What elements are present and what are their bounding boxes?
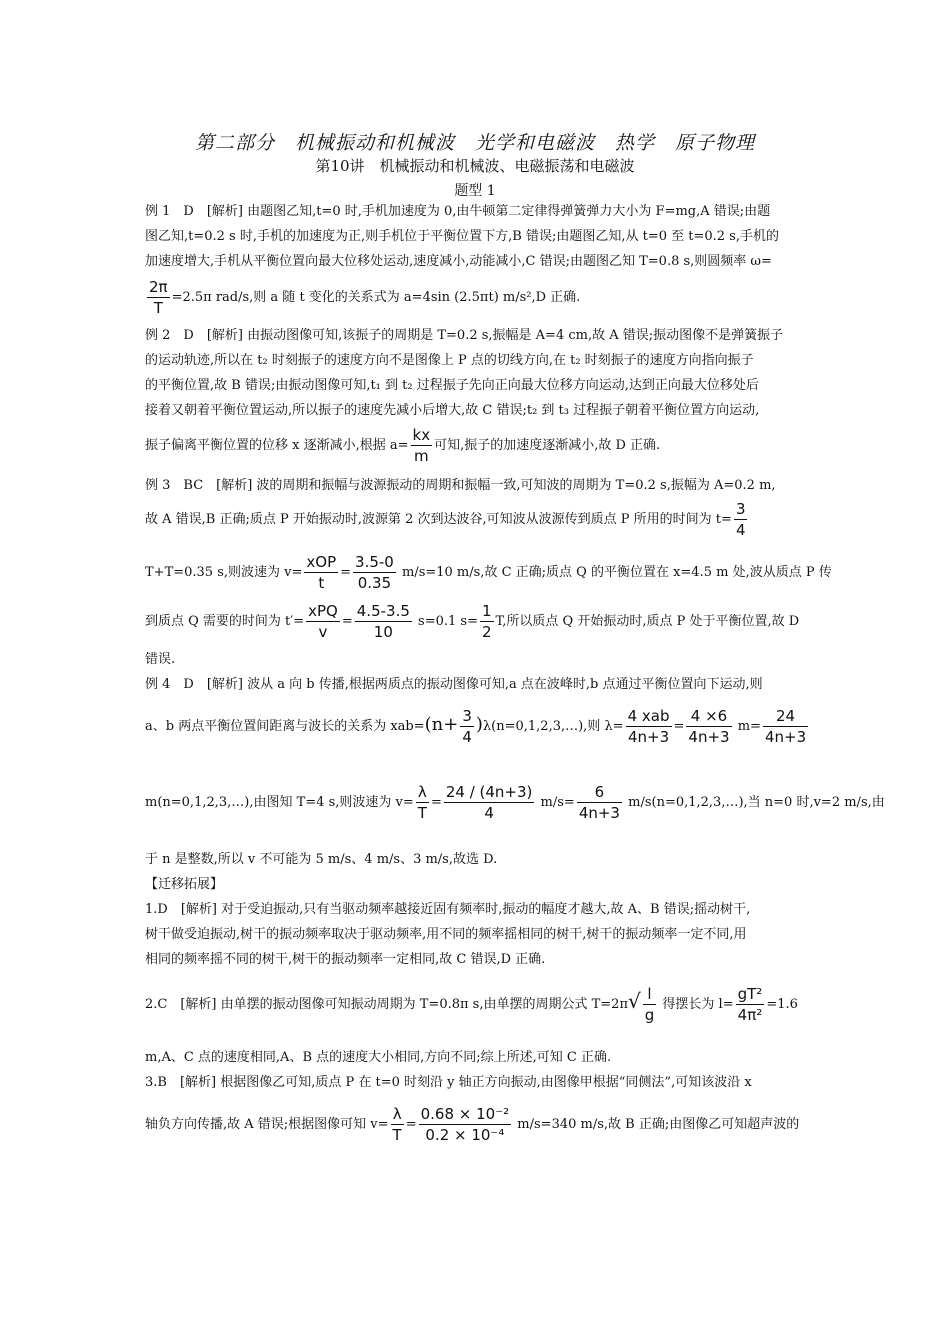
text-line: 图乙知,t=0.2 s 时,手机的加速度为正,则手机位于平衡位置下方,B 错误;由题图乙知,从 t=0 至 t=0.2 s,手机的	[145, 229, 779, 244]
text-line: 加速度增大,手机从平衡位置向最大位移处运动,速度减小,动能减小,C 错误;由题图乙知 T=0.8 s,则圆频率 ω=	[145, 254, 772, 269]
text-line: 于 n 是整数,所以 v 不可能为 5 m/s、4 m/s、3 m/s,故选 D.	[145, 852, 498, 867]
fraction-3-over-4: $\frac{3}{4}$	[735, 500, 746, 539]
fraction-3.5-over-0.35: $\frac{3.5-0}{0.35}$	[355, 553, 394, 592]
text-segment: =2.5π rad/s,则 a 随 t 变化的关系式为 a=4sin (2.5πt) m/s²,D 正确.	[171, 290, 581, 305]
text-segment: m/s=	[540, 795, 575, 810]
text-line: 例 1 D [解析] 由题图乙知,t=0 时,手机加速度为 0,由牛顿第二定律得弹簧弹力大小为 F=mg,A 错误;由题	[145, 204, 771, 219]
equals-sign: =	[340, 565, 352, 580]
text-line: 相同的频率摇不同的树干,树干的振动频率一定相同,故 C 错误,D 正确.	[145, 952, 546, 967]
text-line: 例 4 D [解析] 波从 a 向 b 传播,根据两质点的振动图像可知,a 点在波峰时,b 点通过平衡位置向下运动,则	[145, 677, 763, 692]
text-segment: a、b 两点平衡位置间距离与波长的关系为 xab=	[145, 719, 425, 734]
formula-line	[145, 276, 810, 320]
paren-open: (n+	[424, 714, 459, 735]
text-segment: 故 A 错误,B 正确;质点 P 开始振动时,波源第 2 次到达波谷,可知波从波源传到质点 P 所用的时间为 t=	[145, 512, 732, 527]
text-line: 1.D [解析] 对于受迫振动,只有当驱动频率越接近固有频率时,振动的幅度才越大,故 A、B 错误;摇动树干,	[145, 902, 751, 917]
formula-line	[145, 498, 810, 542]
fraction-gT2-over-4pi2: $\frac{\text{gT²}}{\text{4π²}}$	[737, 985, 763, 1024]
text-segment: 到质点 Q 需要的时间为 t′=	[145, 614, 305, 629]
text-segment: 可知,振子的加速度逐渐减小,故 D 正确.	[434, 438, 661, 453]
text-segment: T+T=0.35 s,则波速为 v=	[145, 565, 303, 580]
text-segment: 得摆长为 l=	[662, 997, 734, 1012]
text-segment: m/s=340 m/s,故 B 正确;由图像乙可知超声波的	[517, 1117, 800, 1132]
text-segment: T,所以质点 Q 开始振动时,质点 P 处于平衡位置,故 D	[495, 614, 800, 629]
text-segment: m=	[737, 719, 761, 734]
text-segment: 振子偏离平衡位置的位移 x 逐渐减小,根据 a=	[145, 438, 409, 453]
text-segment: m/s=10 m/s,故 C 正确;质点 Q 的平衡位置在 x=4.5 m 处,波从质点 P 传	[401, 565, 832, 580]
text-line: 的平衡位置,故 B 错误;由振动图像可知,t₁ 到 t₂ 过程振子先向正向最大位移方向运动,达到正向最大位移处后	[145, 378, 759, 393]
equals-sign: =	[430, 795, 442, 810]
text-line: 例 3 BC [解析] 波的周期和振幅与波源振动的周期和振幅一致,可知波的周期为 T=0.2 s,振幅为 A=0.2 m,	[145, 478, 776, 493]
fraction-2pi-over-T: $\frac{2\pi}{T}$	[149, 278, 168, 317]
equals-sign: =	[341, 614, 353, 629]
sqrt-sign: √	[628, 989, 641, 1013]
fraction-24-over-4: $\frac{24 / (4n+3)}{4}$	[445, 783, 533, 822]
formula-line	[145, 551, 832, 595]
fraction-xop-over-t: $\frac{\text{xOP}}{t}$	[306, 553, 337, 592]
type-title: 题型 1	[454, 183, 496, 199]
section-heading: 【迁移拓展】	[145, 877, 224, 892]
formula-line	[145, 976, 810, 1026]
formula-line	[145, 424, 810, 468]
text-line: 的运动轨迹,所以在 t₂ 时刻振子的速度方向不是图像上 P 点的切线方向,在 t₂ 时刻振子的速度方向指向振子	[145, 353, 754, 368]
paren-close: )	[475, 714, 483, 735]
fraction-4.5-over-10: $\frac{4.5-3.5}{10}$	[356, 602, 410, 641]
text-line: 错误.	[145, 652, 176, 667]
text-line: 3.B [解析] 根据图像乙可知,质点 P 在 t=0 时刻沿 y 轴正方向振动,由图像甲根据“同侧法”,可知该波沿 x	[145, 1075, 752, 1090]
formula-line	[145, 768, 885, 838]
fraction-kx-over-m: $\frac{kx}{m}$	[412, 426, 431, 465]
fraction-4x6: $\frac{4 \times 6}{4n+3}$	[688, 707, 730, 746]
fraction-1-over-2: $\frac{1}{2}$	[481, 602, 492, 641]
part-title: 第二部分 机械振动和机械波 光学和电磁波 热学 原子物理	[194, 132, 755, 154]
formula-line	[145, 600, 810, 644]
lecture-title: 第10讲 机械振动和机械波、电磁振荡和电磁波	[315, 157, 635, 175]
text-segment: =1.6	[766, 997, 798, 1012]
fraction-lambda-over-T: $\frac{\lambda}{T}$	[417, 783, 427, 822]
text-line: 树干做受迫振动,树干的振动频率取决于驱动频率,用不同的频率摇相同的树干,树干的振动频率一定不同,用	[145, 927, 747, 942]
fraction-l-over-g: $\frac{l}{g}$	[644, 985, 655, 1024]
formula-line	[145, 1100, 810, 1150]
fraction-6: $\frac{6}{4n+3}$	[578, 783, 620, 822]
text-segment: λ(n=0,1,2,3,…),则 λ=	[482, 719, 624, 734]
formula-line	[145, 700, 810, 750]
text-segment: 2.C [解析] 由单摆的振动图像可知振动周期为 T=0.8π s,由单摆的周期公式 T=2π	[145, 997, 628, 1012]
fraction-24: $\frac{24}{4n+3}$	[764, 707, 807, 746]
text-line: 接着又朝着平衡位置运动,所以振子的速度先减小后增大,故 C 错误;t₂ 到 t₃ 过程振子朝着平衡位置方向运动,	[145, 403, 760, 418]
fraction-3-over-4-n: $\frac{3}{4}$	[462, 707, 472, 746]
text-segment: 轴负方向传播,故 A 错误;根据图像可知 v=	[145, 1117, 389, 1132]
text-segment: s=0.1 s=	[418, 614, 478, 629]
text-line: 例 2 D [解析] 由振动图像可知,该振子的周期是 T=0.2 s,振幅是 A=4 cm,故 A 错误;振动图像不是弹簧振子	[145, 328, 784, 343]
fraction-xpq-over-v: $\frac{\text{xPQ}}{v}$	[308, 602, 338, 641]
equals-sign: =	[405, 1117, 417, 1132]
fraction-0.68e-2-over-0.2e-4: $\frac{\text{0.68 × 10⁻²}}{\text{0.2 × 10⁻⁴}}$	[420, 1105, 510, 1144]
text-line: m,A、C 点的速度相同,A、B 点的速度大小相同,方向不同;综上所述,可知 C 正确.	[145, 1050, 612, 1065]
fraction-lambda-over-T-2: $\frac{\lambda}{T}$	[392, 1105, 402, 1144]
text-segment: m(n=0,1,2,3,…),由图知 T=4 s,则波速为 v=	[145, 795, 414, 810]
equals-sign: =	[673, 719, 685, 734]
text-segment: m/s(n=0,1,2,3,…),当 n=0 时,v=2 m/s,由	[628, 795, 885, 810]
fraction-4xab: $\frac{\text{4 xab}}{4n+3}$	[627, 707, 670, 746]
